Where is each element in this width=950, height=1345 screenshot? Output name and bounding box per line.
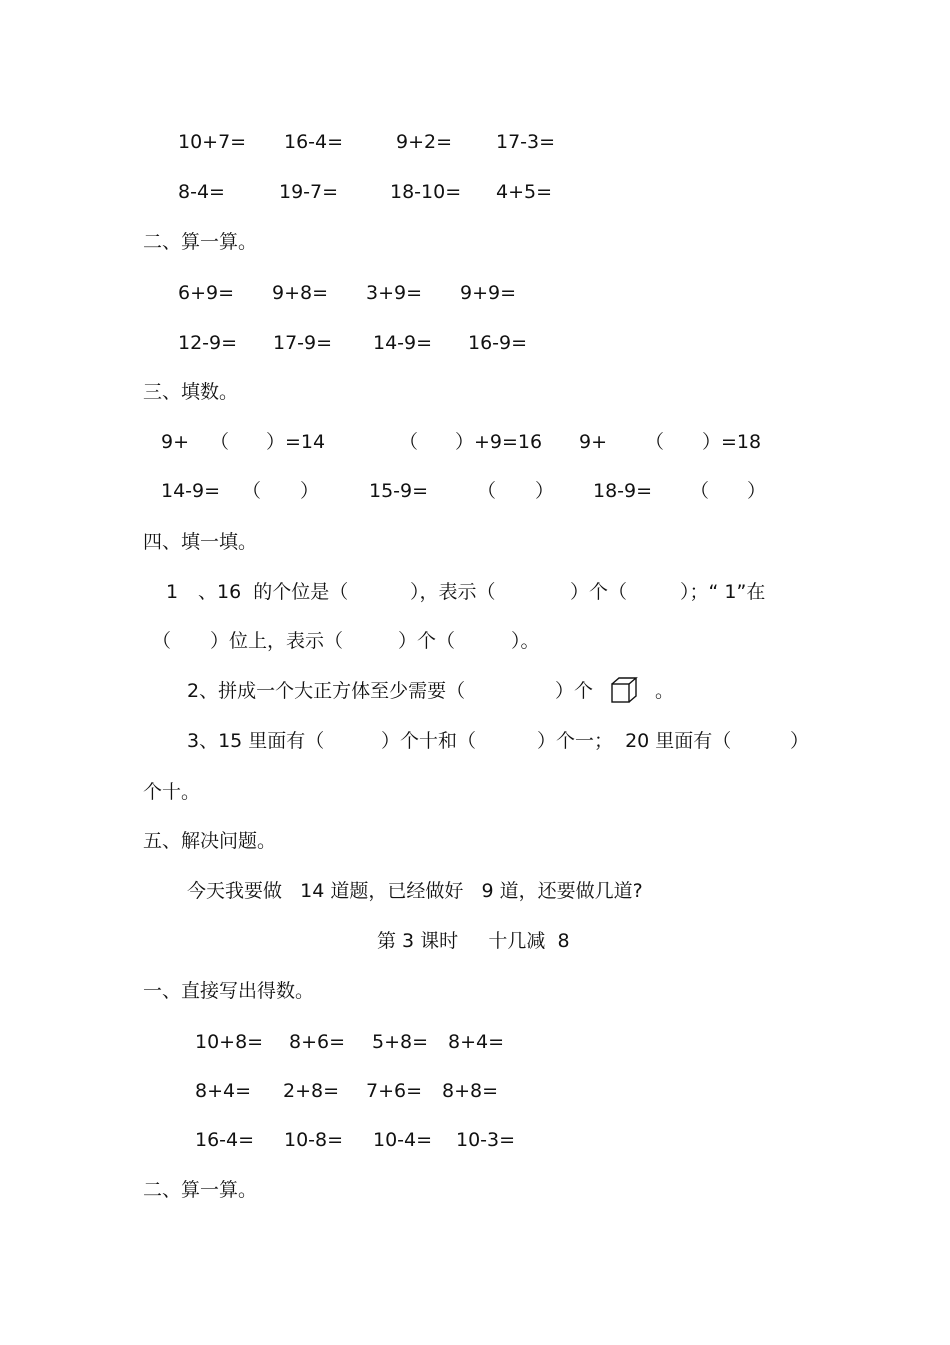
equation: 10-8= [284, 1129, 344, 1151]
question-text: ），表示（ [410, 581, 496, 603]
equation: 17-3= [496, 131, 556, 153]
blank-open: （ [399, 431, 419, 453]
blank-close: ） [747, 480, 767, 502]
equation: 9+2= [396, 131, 453, 153]
question-text: ）个（ [570, 581, 628, 603]
question-text: ）个 [555, 680, 594, 702]
equation: 6+9= [178, 282, 235, 304]
equation: 19-7= [279, 181, 339, 203]
equation: 8+6= [289, 1031, 346, 1053]
question-3-line-2 [0, 777, 950, 807]
equation: 8-4= [178, 181, 225, 203]
section-heading [0, 527, 950, 557]
blank-close: ） [535, 480, 555, 502]
question-text: 3、15 里面有（ [187, 730, 325, 752]
equation: 2+8= [283, 1080, 340, 1102]
equation: 10-3= [456, 1129, 516, 1151]
section-heading [0, 976, 950, 1006]
section-heading [0, 377, 950, 407]
blank-open: （ [210, 431, 230, 453]
equation: 9+8= [272, 282, 329, 304]
equation: 9+9= [460, 282, 517, 304]
question-3-line-1 [0, 726, 950, 756]
equation: 4+5= [496, 181, 553, 203]
question-1-line-1 [0, 577, 950, 607]
fill-row [0, 476, 950, 506]
equation-row [0, 1027, 950, 1057]
equation: 10+8= [195, 1031, 264, 1053]
question-text: ）个一； 20 里面有（ [537, 730, 732, 752]
equation-row [0, 1125, 950, 1155]
equation: 8+8= [442, 1080, 499, 1102]
equation: 3+9= [366, 282, 423, 304]
question-text: ）；“ 1”在 [680, 581, 766, 603]
equation: 18-10= [390, 181, 462, 203]
question-text: 。 [655, 680, 675, 702]
blank-open: （ [152, 630, 172, 652]
blank-close: ） [790, 730, 810, 752]
fill-text: 9+ [579, 431, 608, 453]
word-problem [0, 876, 950, 906]
blank-open: （ [690, 480, 710, 502]
cube-icon [610, 676, 638, 704]
equation: 8+4= [448, 1031, 505, 1053]
lesson-title: 第 3 课时 十几减 8 [377, 930, 570, 952]
blank-close: ） [300, 480, 320, 502]
section-title: 四、填一填。 [143, 531, 258, 553]
section-title: 二、算一算。 [143, 231, 258, 253]
equation: 10+7= [178, 131, 247, 153]
question-text: ）个十和（ [381, 730, 477, 752]
question-1-line-2 [0, 626, 950, 656]
section-title: 二、算一算。 [143, 1179, 258, 1201]
section-heading [0, 1175, 950, 1205]
section-title: 一、直接写出得数。 [143, 980, 315, 1002]
fill-text: 18-9= [593, 480, 653, 502]
fill-text: ）=14 [266, 431, 326, 453]
equation: 12-9= [178, 332, 238, 354]
equation: 8+4= [195, 1080, 252, 1102]
equation: 17-9= [273, 332, 333, 354]
equation: 10-4= [373, 1129, 433, 1151]
problem-text: 今天我要做 14 道题，已经做好 9 道，还要做几道? [187, 880, 643, 902]
fill-text: 9+ [161, 431, 190, 453]
fill-text: 14-9= [161, 480, 221, 502]
blank-open: （ [477, 480, 497, 502]
blank-open: （ [242, 480, 262, 502]
fill-text: ）=18 [702, 431, 762, 453]
equation: 14-9= [373, 332, 433, 354]
question-text: ）个（ [398, 630, 456, 652]
equation: 7+6= [366, 1080, 423, 1102]
section-title: 五、解决问题。 [143, 830, 277, 852]
fill-text: 15-9= [369, 480, 429, 502]
equation-row [0, 328, 950, 358]
question-text: 2、拼成一个大正方体至少需要（ [187, 680, 466, 702]
equation-row [0, 1076, 950, 1106]
equation-row [0, 278, 950, 308]
question-text: 个十。 [143, 781, 201, 803]
section-heading [0, 826, 950, 856]
lesson-heading [0, 926, 950, 956]
blank-open: （ [645, 431, 665, 453]
equation: 16-9= [468, 332, 528, 354]
equation: 16-4= [195, 1129, 255, 1151]
question-text: 、16 的个位是（ [198, 581, 349, 603]
equation-row [0, 177, 950, 207]
question-text: ）。 [511, 630, 540, 652]
section-title: 三、填数。 [143, 381, 239, 403]
equation-row [0, 127, 950, 157]
question-text: ）位上，表示（ [210, 630, 344, 652]
section-heading [0, 227, 950, 257]
question-number: 1 [166, 581, 179, 603]
fill-text: ）+9=16 [455, 431, 543, 453]
equation: 16-4= [284, 131, 344, 153]
question-2 [0, 676, 950, 706]
fill-row [0, 427, 950, 457]
equation: 5+8= [372, 1031, 429, 1053]
